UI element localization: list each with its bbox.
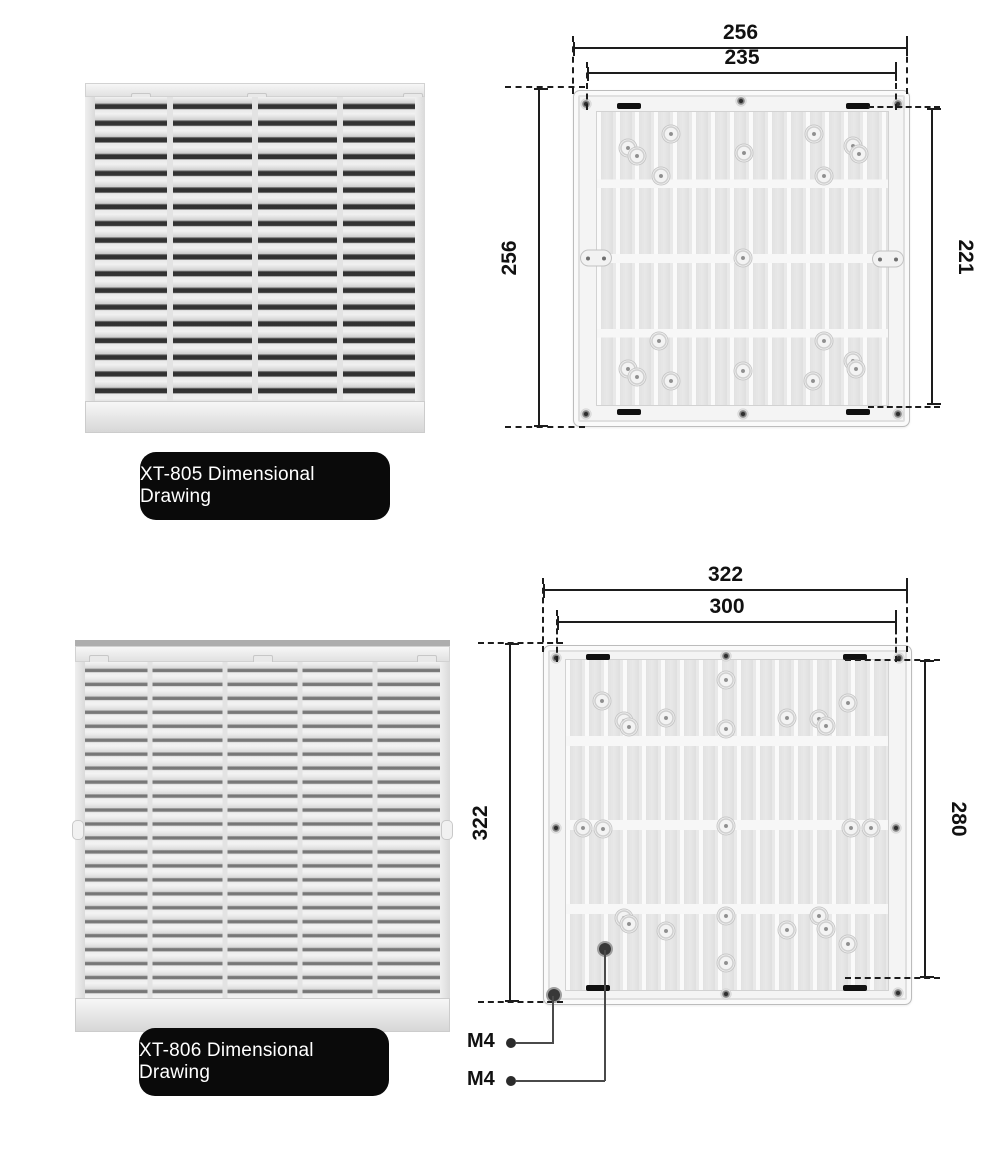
rivet-boss: [735, 250, 752, 267]
rivet-boss: [658, 710, 675, 727]
grille-right-rail: [415, 97, 425, 401]
extension-line: [845, 659, 940, 661]
rivet-boss: [575, 820, 592, 837]
m4-callout-label-2: M4: [467, 1068, 495, 1090]
rivet-boss: [818, 718, 835, 735]
clip-slot: [617, 103, 641, 109]
clip-slot: [617, 409, 641, 415]
caption-text-xt806: XT-806 Dimensional Drawing: [139, 1040, 314, 1083]
dim-outer-height-806: [469, 643, 511, 1002]
grille-side-tab: [441, 820, 453, 840]
screw-hole: [891, 823, 902, 834]
dim-mounting-height-806: [924, 660, 970, 978]
louver-divider: [148, 662, 153, 998]
m4-callout-dot-2: [506, 1076, 516, 1086]
rivet-boss: [843, 820, 860, 837]
rivet-boss: [718, 672, 735, 689]
louver-divider: [167, 97, 173, 401]
extension-line: [868, 106, 940, 108]
rivet-boss: [779, 710, 796, 727]
dim-mounting-height-805: [931, 108, 977, 405]
louver-divider: [337, 97, 343, 401]
m4-hole-marker: [548, 989, 560, 1001]
rivet-boss: [629, 148, 646, 165]
dim-value-inner-width-806: 300: [709, 595, 745, 618]
rivet-boss: [718, 908, 735, 925]
extension-line: [505, 86, 585, 88]
rivet-boss: [629, 369, 646, 386]
m4-callout-dot-1: [506, 1038, 516, 1048]
louver-divider: [298, 662, 303, 998]
clip-slot: [846, 409, 870, 415]
extension-line: [906, 578, 908, 652]
caption-text-xt805: XT-805 Dimensional Drawing: [140, 464, 315, 507]
m4-leader-line: [516, 1042, 554, 1044]
extension-line: [868, 406, 940, 408]
screw-hole: [893, 409, 904, 420]
m4-leader-line: [552, 996, 554, 1043]
dim-value-outer-width-806: 322: [707, 563, 744, 586]
rivet-boss: [653, 168, 670, 185]
screw-hole: [736, 96, 747, 107]
rivet-boss: [594, 693, 611, 710]
dim-inner-width-805: [587, 46, 897, 74]
dim-value-outer-width-805: 256: [722, 21, 759, 44]
rivet-boss: [718, 818, 735, 835]
rivet-boss: [621, 719, 638, 736]
extension-line: [542, 578, 544, 652]
dim-outer-height-805: [498, 88, 540, 427]
front-view-xt806: [75, 640, 450, 1032]
extension-line: [586, 62, 588, 110]
mounting-pad: [581, 251, 611, 266]
extension-line: [478, 1001, 563, 1003]
rivet-boss: [840, 936, 857, 953]
rivet-boss: [863, 820, 880, 837]
screw-hole: [738, 409, 749, 420]
screw-hole: [721, 989, 732, 1000]
rivet-boss: [779, 922, 796, 939]
dim-inner-width-806: [557, 595, 897, 623]
caption-pill-xt805: [140, 452, 390, 520]
dim-tick: [534, 88, 548, 90]
clip-slot: [586, 654, 610, 660]
dim-tick: [927, 403, 941, 405]
extension-line: [505, 426, 585, 428]
back-view-drawing-xt805: [573, 90, 910, 427]
louver-divider: [252, 97, 258, 401]
extension-line: [556, 610, 558, 662]
hardware-marks: [574, 91, 909, 426]
rivet-boss: [851, 146, 868, 163]
rivet-boss: [818, 921, 835, 938]
clip-slot: [846, 103, 870, 109]
rivet-boss: [718, 721, 735, 738]
dim-tick: [927, 108, 941, 110]
rivet-boss: [816, 168, 833, 185]
screw-hole: [581, 409, 592, 420]
rivet-boss: [848, 361, 865, 378]
dim-value-mounting-height-805: 221: [954, 238, 977, 275]
m4-leader-line: [604, 950, 606, 1081]
caption-pill-xt806: [139, 1028, 389, 1096]
rivet-boss: [735, 363, 752, 380]
louver-divider: [223, 662, 228, 998]
rivet-boss: [663, 126, 680, 143]
m4-leader-line: [516, 1080, 605, 1082]
extension-line: [845, 977, 940, 979]
mounting-pad: [873, 252, 903, 267]
louver-divider: [373, 662, 378, 998]
dim-value-mounting-height-806: 280: [947, 801, 970, 837]
dim-value-inner-width-805: 235: [724, 46, 760, 69]
dim-value-outer-height-805: 256: [498, 239, 521, 276]
rivet-boss: [718, 955, 735, 972]
m4-callout-label-1: M4: [467, 1030, 495, 1052]
rivet-boss: [806, 126, 823, 143]
extension-line: [895, 610, 897, 662]
rivet-boss: [816, 333, 833, 350]
rivet-boss: [595, 821, 612, 838]
rivet-boss: [736, 145, 753, 162]
rivet-boss: [805, 373, 822, 390]
dim-outer-width-806: [543, 563, 908, 591]
hardware-marks: [544, 646, 911, 1004]
rivet-boss: [651, 333, 668, 350]
grille-base: [85, 401, 425, 433]
rivet-boss: [840, 695, 857, 712]
screw-hole: [893, 988, 904, 999]
extension-line: [895, 62, 897, 110]
dim-value-outer-height-806: 322: [469, 804, 492, 841]
rivet-boss: [663, 373, 680, 390]
grille-side-tab: [72, 820, 84, 840]
screw-hole: [551, 823, 562, 834]
clip-slot: [586, 985, 610, 991]
grille-base: [75, 998, 450, 1032]
clip-slot: [843, 985, 867, 991]
front-view-xt805: [85, 83, 425, 433]
rivet-boss: [658, 923, 675, 940]
louver-slats: [75, 662, 450, 998]
grille-left-rail: [85, 97, 95, 401]
back-view-drawing-xt806: [543, 645, 912, 1005]
screw-hole: [721, 651, 732, 662]
extension-line: [906, 36, 908, 94]
rivet-boss: [621, 916, 638, 933]
extension-line: [478, 642, 563, 644]
